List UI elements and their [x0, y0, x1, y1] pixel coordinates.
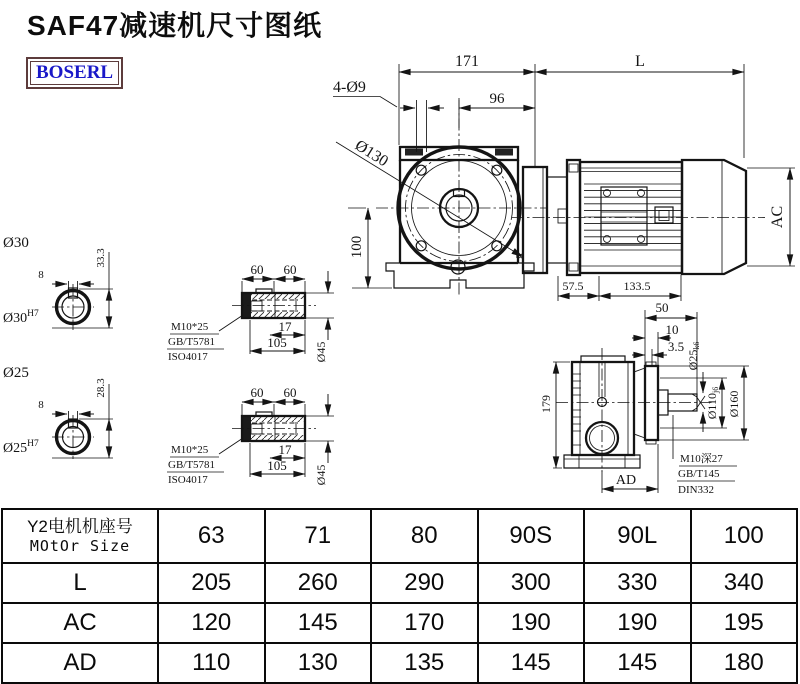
dim-keyway-width: 8 — [38, 269, 44, 281]
dim-50: 50 — [655, 300, 669, 315]
cell: 205 — [158, 563, 265, 603]
table-row-L — [2, 563, 797, 603]
label-bore-fit: $Ø25^{H7}$ — [3, 439, 39, 456]
bore-detail-25 — [3, 365, 113, 459]
col-header-90l: 90L — [584, 509, 691, 563]
cell: 195 — [691, 603, 798, 643]
row-label-L: L — [2, 563, 158, 603]
note-gbt5781: GB/T5781 — [168, 459, 216, 471]
note-iso4017: ISO4017 — [168, 351, 208, 363]
cell: 190 — [478, 603, 585, 643]
col-header-100: 100 — [691, 509, 798, 563]
dim-57-5: 57.5 — [562, 279, 584, 293]
dim-flange-dia: Ø160 — [727, 390, 741, 418]
dim-133-5: 133.5 — [623, 279, 651, 293]
cell: 145 — [478, 643, 585, 683]
cell: 190 — [584, 603, 691, 643]
cell: 135 — [371, 643, 478, 683]
cell: 330 — [584, 563, 691, 603]
cell: 300 — [478, 563, 585, 603]
dim-3-5: 3.5 — [667, 339, 685, 354]
dim-60b: 60 — [283, 262, 297, 277]
dim-17: 17 — [278, 442, 292, 457]
cell: 120 — [158, 603, 265, 643]
cell: 145 — [584, 643, 691, 683]
dim-179: 179 — [539, 395, 553, 413]
dim-L: L — [635, 53, 645, 70]
note-iso4017: ISO4017 — [168, 474, 208, 486]
dim-keyway-height: 33.3 — [95, 248, 107, 268]
cell: 110 — [158, 643, 265, 683]
col-header-90s: 90S — [478, 509, 585, 563]
dim-flange-diameter: Ø130 — [351, 136, 392, 171]
bore-detail-30 — [3, 235, 113, 330]
note-gbt5781: GB/T5781 — [168, 336, 216, 348]
page-title: SAF47减速机尺寸图纸 — [27, 10, 323, 41]
motor-size-header — [2, 509, 158, 563]
side-view — [539, 300, 749, 496]
dim-spigot-dia: Ø110j6 — [705, 386, 720, 420]
dim-171: 171 — [455, 53, 479, 70]
cell: 180 — [691, 643, 798, 683]
dim-45-dia: Ø45 — [314, 341, 328, 363]
hollow-shaft-detail-2 — [167, 385, 334, 486]
dimension-table — [1, 508, 798, 683]
table-row-AD — [2, 643, 797, 683]
dim-keyway-height: 28.3 — [95, 378, 107, 398]
table-row-AC — [2, 603, 797, 643]
col-header-80: 80 — [371, 509, 478, 563]
label-bore-dia: Ø30 — [3, 235, 29, 251]
dim-17: 17 — [278, 319, 292, 334]
note-tapped-hole: M10深27 — [680, 453, 723, 465]
front-view — [333, 53, 795, 301]
note-gbt145: GB/T145 — [678, 468, 720, 480]
dim-AD: AD — [615, 473, 637, 488]
cell: 340 — [691, 563, 798, 603]
cell: 260 — [265, 563, 372, 603]
label-bolt-holes: 4-Ø9 — [333, 79, 366, 96]
dim-60a: 60 — [250, 262, 264, 277]
dim-AC: AC — [769, 205, 786, 229]
label-bore-fit: $Ø30^{H7}$ — [3, 309, 39, 326]
note-bolt: M10*25 — [171, 444, 209, 456]
dim-60b: 60 — [283, 385, 297, 400]
row-label-AC: AC — [2, 603, 158, 643]
dim-shaft-dia: Ø25k6 — [686, 341, 701, 371]
hollow-shaft-detail-1 — [167, 262, 334, 363]
cell: 170 — [371, 603, 478, 643]
dim-45-dia: Ø45 — [314, 464, 328, 486]
motor-size-header-cn: Y2电机机座号 — [27, 517, 133, 536]
note-din332: DIN332 — [678, 484, 715, 496]
cell: 130 — [265, 643, 372, 683]
dim-96: 96 — [489, 91, 505, 107]
dim-10: 10 — [665, 322, 679, 337]
dim-key-8: 8 — [513, 253, 527, 259]
cell: 145 — [265, 603, 372, 643]
col-header-71: 71 — [265, 509, 372, 563]
dim-105: 105 — [267, 335, 287, 350]
dim-105: 105 — [267, 458, 287, 473]
brand-logo-text: BOSERL — [36, 62, 114, 83]
row-label-AD: AD — [2, 643, 158, 683]
dim-keyway-width: 8 — [38, 399, 44, 411]
motor-size-header-en: MOtOr Size — [29, 537, 131, 555]
label-bore-dia: Ø25 — [3, 365, 29, 381]
dim-60a: 60 — [250, 385, 264, 400]
cell: 290 — [371, 563, 478, 603]
col-header-63: 63 — [158, 509, 265, 563]
note-bolt: M10*25 — [171, 321, 209, 333]
dim-100: 100 — [349, 235, 365, 259]
